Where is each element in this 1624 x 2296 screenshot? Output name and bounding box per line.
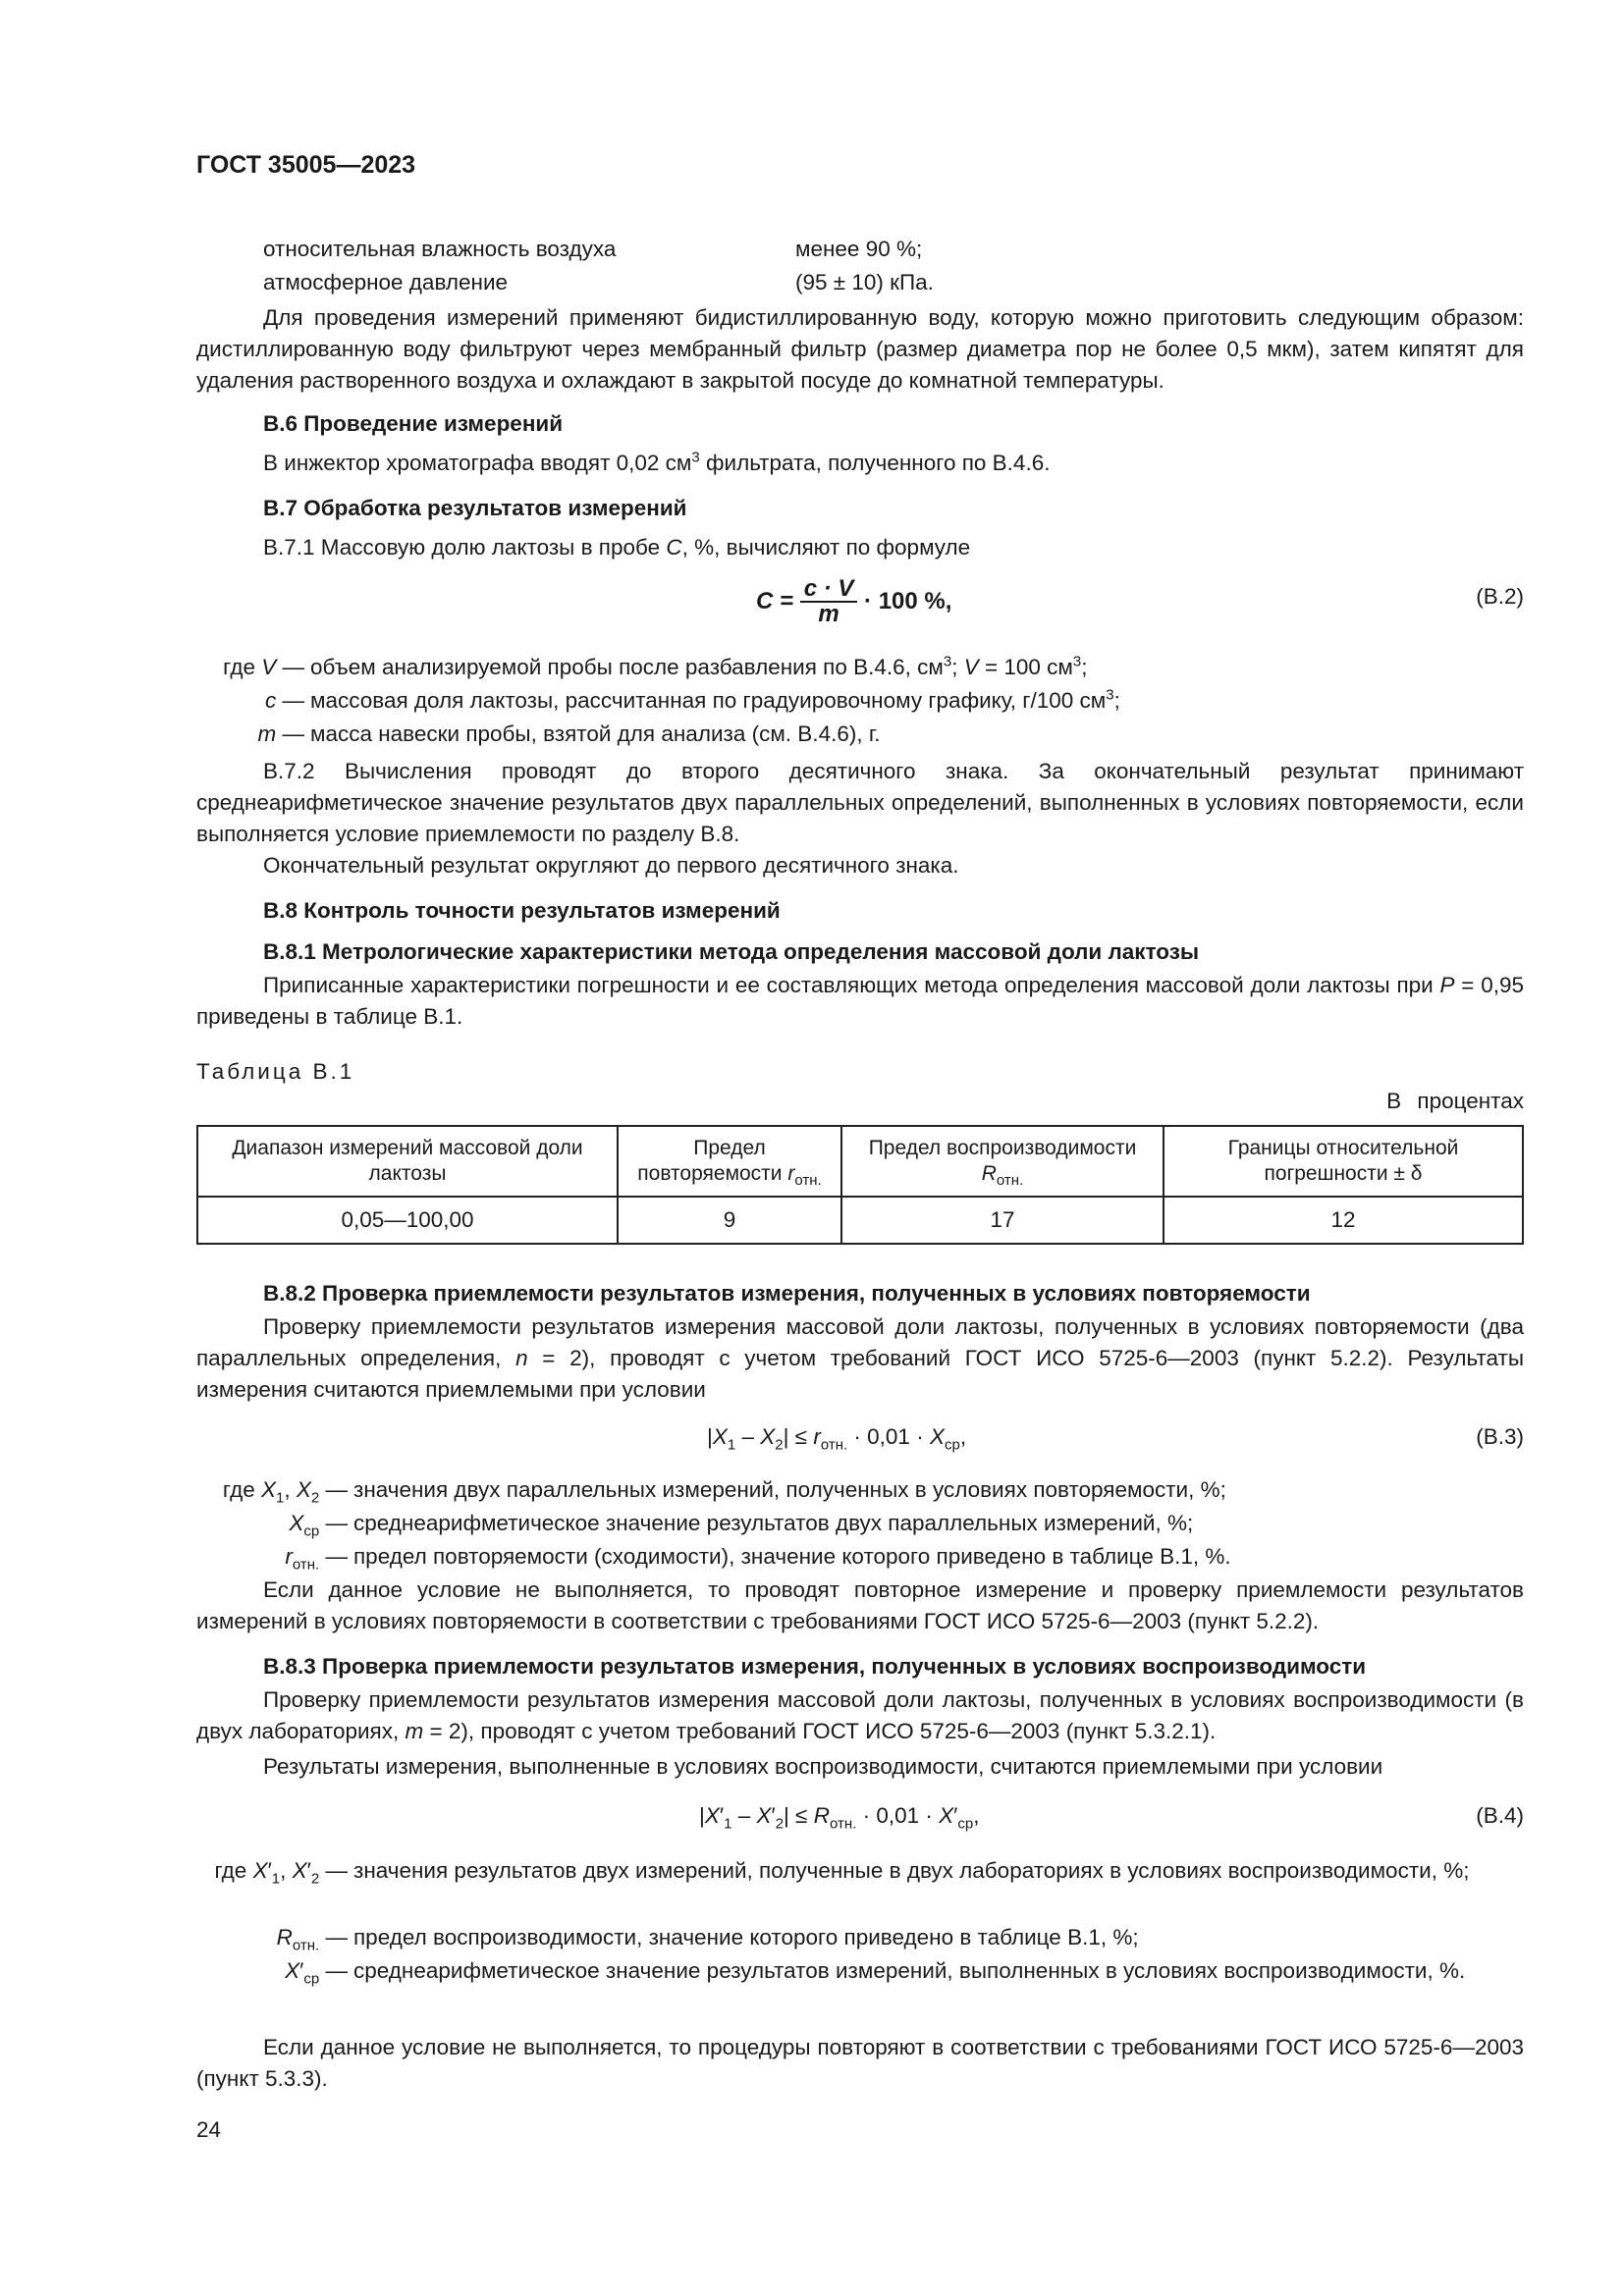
document-header: ГОСТ 35005—2023 — [196, 151, 416, 179]
where-item: где $X'_1$, $X'_2$ — значения результатов двух измерений, полученные в двух лабораториях в условиях воспроизводимости, %; — [214, 1858, 1470, 1888]
section-b6-title: В.6 Проведение измерений — [263, 411, 564, 436]
table-units: В процентах — [1386, 1089, 1524, 1113]
formula-fraction: $\frac{c \cdot V}{m}$ — [800, 577, 858, 626]
table-cell: 17 — [841, 1197, 1164, 1244]
table-cell: 12 — [1164, 1197, 1523, 1244]
formula-number: (В.2) — [1476, 584, 1524, 609]
section-b83-title: В.8.3 Проверка приемлемости результатов измерения, полученных в условиях воспроизводимости — [263, 1654, 1367, 1679]
formula-number: (В.3) — [1476, 1424, 1524, 1449]
table-header-cell: Предел воспроизводимости $R_{отн.}$ — [841, 1126, 1164, 1197]
section-b83-note: Если данное условие не выполняется, то процедуры повторяют в соответствии с требованиями ГОСТ ИСО 5725-6—2003 (пункт 5.3.3). — [196, 2035, 1524, 2091]
table-cell: 9 — [618, 1197, 841, 1244]
table-header-cell: Диапазон измерений массовой доли лактозы — [197, 1126, 618, 1197]
table-row — [197, 1197, 1523, 1244]
table-cell: 0,05—100,00 — [197, 1197, 618, 1244]
section-b82-text: Проверку приемлемости результатов измерения массовой доли лактозы, полученных в условиях повторяемости (два параллельных определения, n = 2), проводят с учетом требований ГОСТ ИСО 5725-6—2003 (пункт 5.2.2). Результаты измерения считаются приемлемыми при условии — [196, 1314, 1524, 1402]
formula-number: (В.4) — [1476, 1803, 1524, 1828]
section-b71-text: В.7.1 Массовую долю лактозы в пробе C, %, вычисляют по формуле — [263, 535, 971, 560]
section-b6-text: В инжектор хроматографа вводят 0,02 $см^3$ фильтрата, полученного по В.4.6. — [263, 449, 1051, 475]
section-b83-text2: Результаты измерения, выполненные в условиях воспроизводимости, считаются приемлемыми при условии — [263, 1754, 1383, 1779]
section-b81-text: Приписанные характеристики погрешности и ее составляющих метода определения массовой доли лактозы при P = 0,95 приведены в таблице В.1. — [196, 973, 1525, 1029]
section-b7-title: В.7 Обработка результатов измерений — [263, 496, 687, 520]
table-b1 — [196, 1125, 1524, 1245]
final-round-text: Окончательный результат округляют до первого десятичного знака. — [263, 853, 959, 878]
section-b82-note: Если данное условие не выполняется, то проводят повторное измерение и проверку приемлемости результатов измерений в условиях повторяемости в соответствии с требованиями ГОСТ ИСО 5725-6—2003 (пункт 5.2.2). — [196, 1577, 1524, 1633]
where-item: $X'_{ср}$ — среднеарифметическое значение результатов измерений, выполненных в условиях воспроизводимости, %. — [285, 1958, 1466, 1988]
page-number: 24 — [196, 2117, 222, 2142]
section-b81-title: В.8.1 Метрологические характеристики метода определения массовой доли лактозы — [263, 939, 1200, 964]
section-b83-text: Проверку приемлемости результатов измерения массовой доли лактозы, полученных в условиях воспроизводимости (в двух лабораториях, m = 2), проводят с учетом требований ГОСТ ИСО 5725-6—2003 (пункт 5.3.2.1). — [196, 1687, 1524, 1743]
section-b72-text: В.7.2 Вычисления проводят до второго десятичного знака. За окончательный результат принимают среднеарифметическое значение результатов двух параллельных определений, выполненных в условиях повторяемости, если выполняется условие приемлемости по разделу В.8. — [196, 759, 1524, 846]
formula-b2: C = $\frac{c \cdot V}{m}$ · 100 %, (В.2) — [756, 575, 1524, 627]
table-caption: Таблица В.1 — [196, 1059, 355, 1084]
section-b8-title: В.8 Контроль точности результатов измерений — [263, 898, 781, 923]
table-header-row — [197, 1126, 1523, 1197]
water-paragraph: Для проведения измерений применяют бидистиллированную воду, которую можно приготовить следующим образом: дистиллированную воду фильтруют через мембранный фильтр (размер диаметра пор не более 0,5 мкм), затем кипятят для удаления растворенного воздуха и охлаждают в закрытой посуде до комнатной температуры. — [196, 305, 1524, 393]
table-header-cell: Границы относительной погрешности ± δ — [1164, 1126, 1523, 1197]
section-b82-title: В.8.2 Проверка приемлемости результатов измерения, полученных в условиях повторяемости — [263, 1281, 1311, 1306]
table-header-cell: Предел повторяемости $r_{отн.}$ — [618, 1126, 841, 1197]
